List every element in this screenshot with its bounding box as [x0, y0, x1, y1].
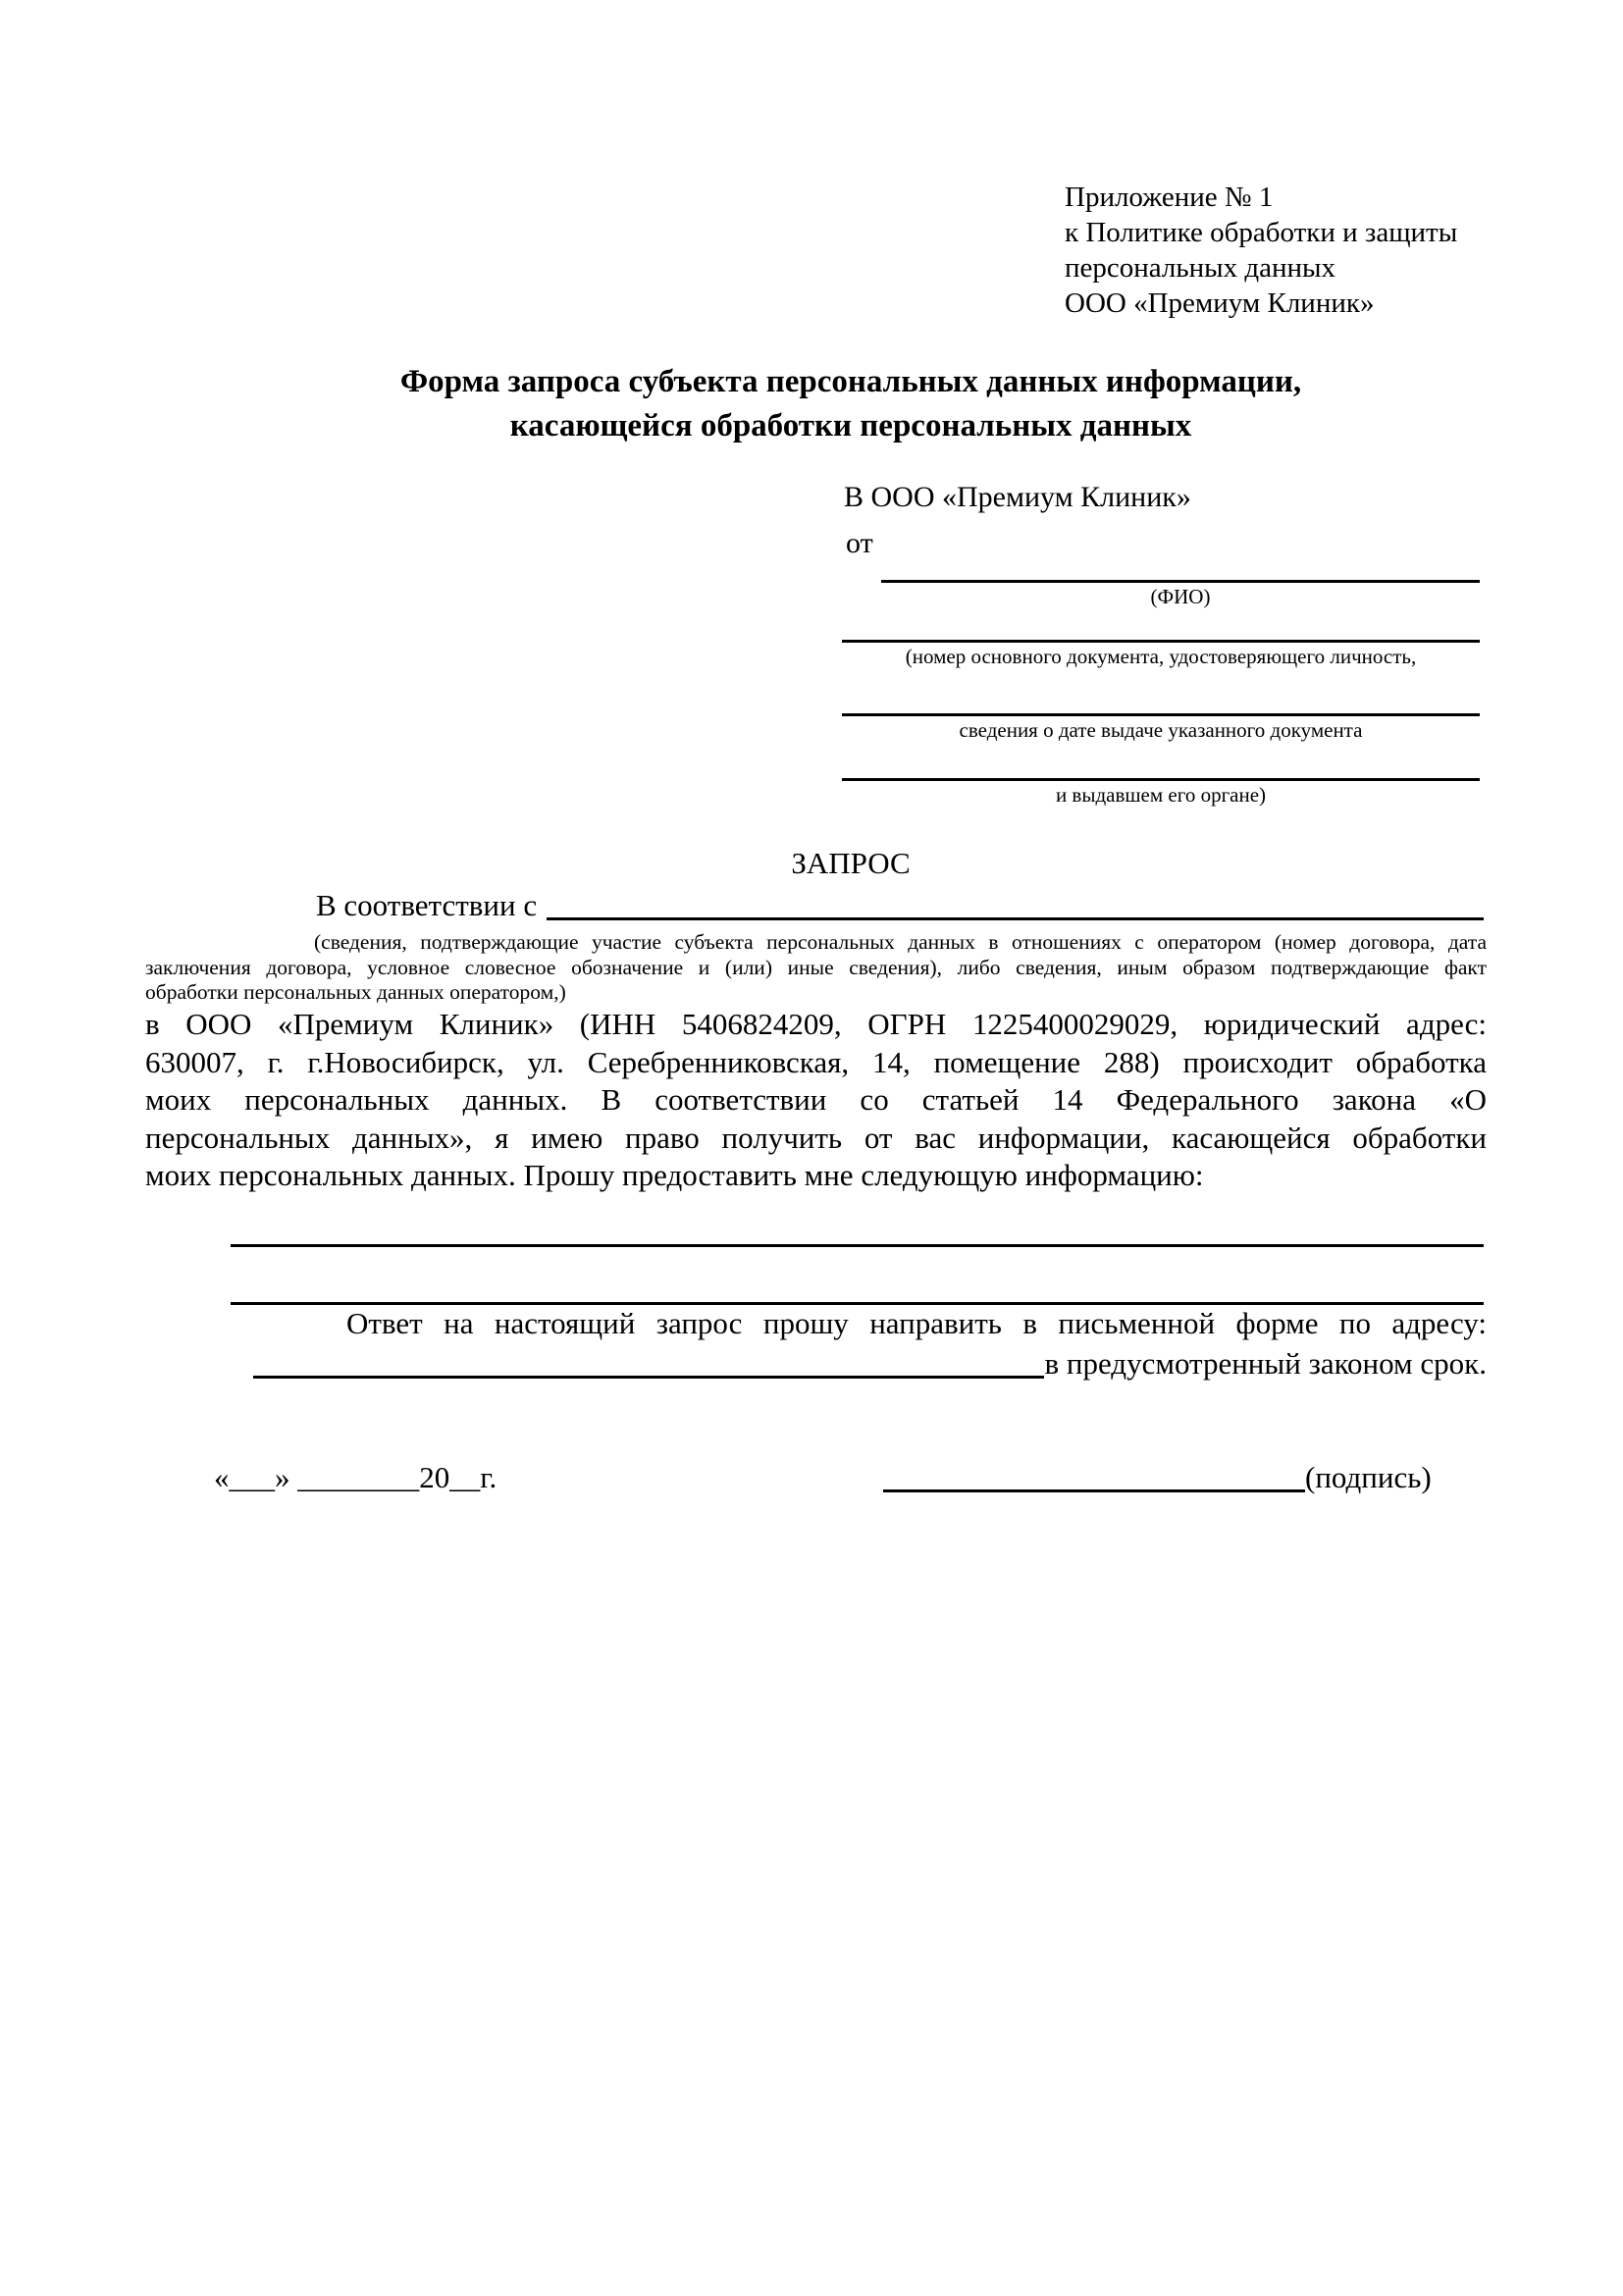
body-line: 630007, г. г.Новосибирск, ул. Серебренниковская, 14, помещение 288) происходит обработка	[145, 1044, 1487, 1079]
accordance-blank-line	[547, 917, 1484, 920]
body-line: персональных данных», я имею право получить от вас информации, касающейся обработки	[145, 1120, 1487, 1155]
info-blank-line	[231, 1244, 1484, 1247]
recipient-from-label: от	[846, 527, 873, 559]
document-title-line: касающейся обработки персональных данных	[509, 408, 1192, 444]
body-line: моих персональных данных. Прошу предоставить мне следующую информацию:	[145, 1158, 1204, 1193]
date-placeholder: «___» ________20__г.	[214, 1460, 497, 1494]
document-issuer-blank-line	[842, 778, 1480, 781]
fio-blank-line	[881, 580, 1480, 583]
body-paragraph	[145, 1006, 1487, 1195]
accordance-row	[316, 888, 1484, 923]
document-number-blank-line	[842, 640, 1480, 643]
accordance-label: В соответствии с	[316, 888, 538, 922]
document-title	[79, 360, 1623, 448]
signature-caption: (подпись)	[1305, 1460, 1432, 1494]
address-blank-line	[253, 1376, 1044, 1379]
document-number-caption: (номер основного документа, удостоверяющего личность,	[905, 645, 1417, 668]
signature-row	[883, 1460, 1432, 1495]
fio-caption: (ФИО)	[1150, 585, 1211, 608]
appendix-line: персональных данных	[1065, 252, 1336, 284]
reply-sentence: Ответ на настоящий запрос прошу направить в письменной форме по адресу:	[346, 1306, 1487, 1340]
reply-suffix: в предусмотренный законом срок.	[1044, 1346, 1487, 1381]
document-date-caption: сведения о дате выдаче указанного документа	[959, 718, 1363, 742]
appendix-line: Приложение № 1	[1065, 182, 1274, 213]
footnote-line: заключения договора, условное словесное обозначение и (или) иные сведения), либо сведения, иным образом подтверждающие факт	[145, 955, 1487, 979]
document-date-blank-line	[842, 713, 1480, 716]
footnote-line: (сведения, подтверждающие участие субъекта персональных данных в отношениях с оператором (номер договора, дата	[314, 930, 1487, 954]
footnote-paragraph	[145, 930, 1487, 1006]
appendix-line: к Политике обработки и защиты	[1065, 217, 1458, 248]
appendix-block	[1065, 180, 1457, 321]
request-heading: ЗАПРОС	[791, 846, 911, 880]
document-title-line: Форма запроса субъекта персональных данных информации,	[399, 364, 1302, 399]
signature-blank-line	[883, 1489, 1305, 1492]
appendix-line: ООО «Премиум Клиник»	[1065, 287, 1375, 319]
reply-address-row	[145, 1346, 1487, 1382]
info-blank-line	[231, 1302, 1484, 1305]
body-line: в ООО «Премиум Клиник» (ИНН 5406824209, ОГРН 1225400029029, юридический адрес:	[145, 1007, 1487, 1041]
body-line: моих персональных данных. В соответствии со статьей 14 Федерального закона «О	[145, 1082, 1487, 1118]
recipient-org: В ООО «Премиум Клиник»	[844, 481, 1191, 513]
footnote-line: обработки персональных данных оператором,)	[145, 980, 566, 1004]
document-issuer-caption: и выдавшем его органе)	[1055, 783, 1267, 807]
